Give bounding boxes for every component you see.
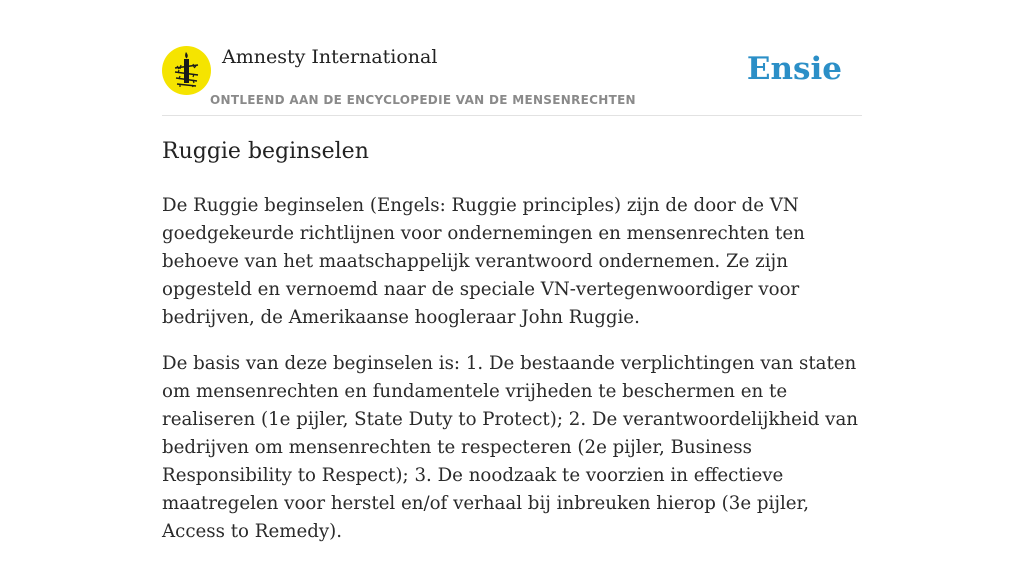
page-title: Ruggie beginselen bbox=[162, 139, 369, 164]
source-line: ONTLEEND AAN DE ENCYCLOPEDIE VAN DE MENSENRECHTEN bbox=[210, 93, 636, 107]
page-header bbox=[162, 45, 862, 116]
paragraph-1: De Ruggie beginselen (Engels: Ruggie principles) zijn de door de VN goedgekeurde richtlijnen voor ondernemingen en mensenrechten ten behoeve van het maatschappelijk verantwoord ondernemen. Ze zijn opgesteld en vernoemd naar de speciale VN-vertegenwoordiger voor bedrijven, de Amerikaanse hoogleraar John Ruggie. bbox=[162, 195, 805, 328]
article-body bbox=[162, 192, 862, 564]
org-name[interactable]: Amnesty International bbox=[222, 46, 438, 68]
ensie-logo[interactable]: Ensie bbox=[746, 51, 842, 87]
candle-barbed-wire-icon[interactable] bbox=[162, 46, 211, 95]
paragraph-2: De basis van deze beginselen is: 1. De bestaande verplichtingen van staten om mensenrechten en fundamentele vrijheden te beschermen en te realiseren (1e pijler, State Duty to Protect); 2. De verantwoordelijkheid van bedrijven om mensenrechten te respecteren (2e pijler, Business Responsibility to Respect); 3. De noodzaak te voorzien in effectieve maatregelen voor herstel en/of verhaal bij inbreuken hierop (3e pijler, Access to Remedy). bbox=[162, 353, 859, 542]
